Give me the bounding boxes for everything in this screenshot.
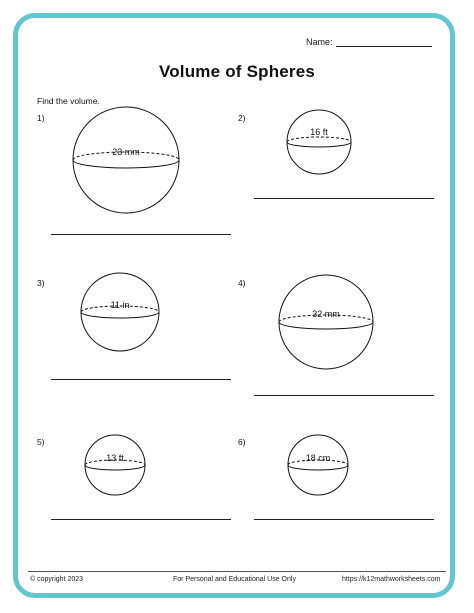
footer-divider xyxy=(28,571,446,572)
problem-6-sphere xyxy=(284,433,356,499)
problem-1-number: 1) xyxy=(37,113,45,123)
problem-1-answer-line[interactable] xyxy=(51,234,231,235)
worksheet-title: Volume of Spheres xyxy=(158,62,316,81)
problem-4-sphere xyxy=(276,274,382,374)
problem-1-sphere xyxy=(70,104,190,216)
problem-1-diameter-label: 23 mm xyxy=(112,147,140,157)
name-label: Name: xyxy=(306,37,333,47)
footer-url[interactable]: https://k12mathworksheets.com xyxy=(342,576,441,583)
problem-5-sphere xyxy=(83,433,151,499)
problem-5-number: 5) xyxy=(37,437,45,447)
problem-3-answer-line[interactable] xyxy=(51,379,231,380)
name-field[interactable] xyxy=(336,46,432,47)
footer-usage: For Personal and Educational Use Only xyxy=(173,576,296,583)
problem-5-diameter-label: 13 ft xyxy=(106,453,124,463)
problem-2-answer-line[interactable] xyxy=(254,198,434,199)
problem-4-diameter-label: 32 mm xyxy=(312,309,340,319)
footer-copyright: © copyright 2023 xyxy=(30,576,84,583)
problem-3-diameter-label: 11 in xyxy=(110,300,130,310)
problem-6-diameter-label: 18 cm xyxy=(305,453,331,463)
problem-6-number: 6) xyxy=(238,437,246,447)
problem-3-sphere xyxy=(78,270,164,354)
problem-3-number: 3) xyxy=(37,278,45,288)
problem-5-answer-line[interactable] xyxy=(51,519,231,520)
problem-2-number: 2) xyxy=(238,113,246,123)
instructions: Find the volume. xyxy=(37,96,100,106)
problem-2-sphere xyxy=(283,108,359,176)
problem-4-answer-line[interactable] xyxy=(254,395,434,396)
problem-2-diameter-label: 16 ft xyxy=(310,127,328,137)
problem-6-answer-line[interactable] xyxy=(254,519,434,520)
problem-4-number: 4) xyxy=(238,278,246,288)
